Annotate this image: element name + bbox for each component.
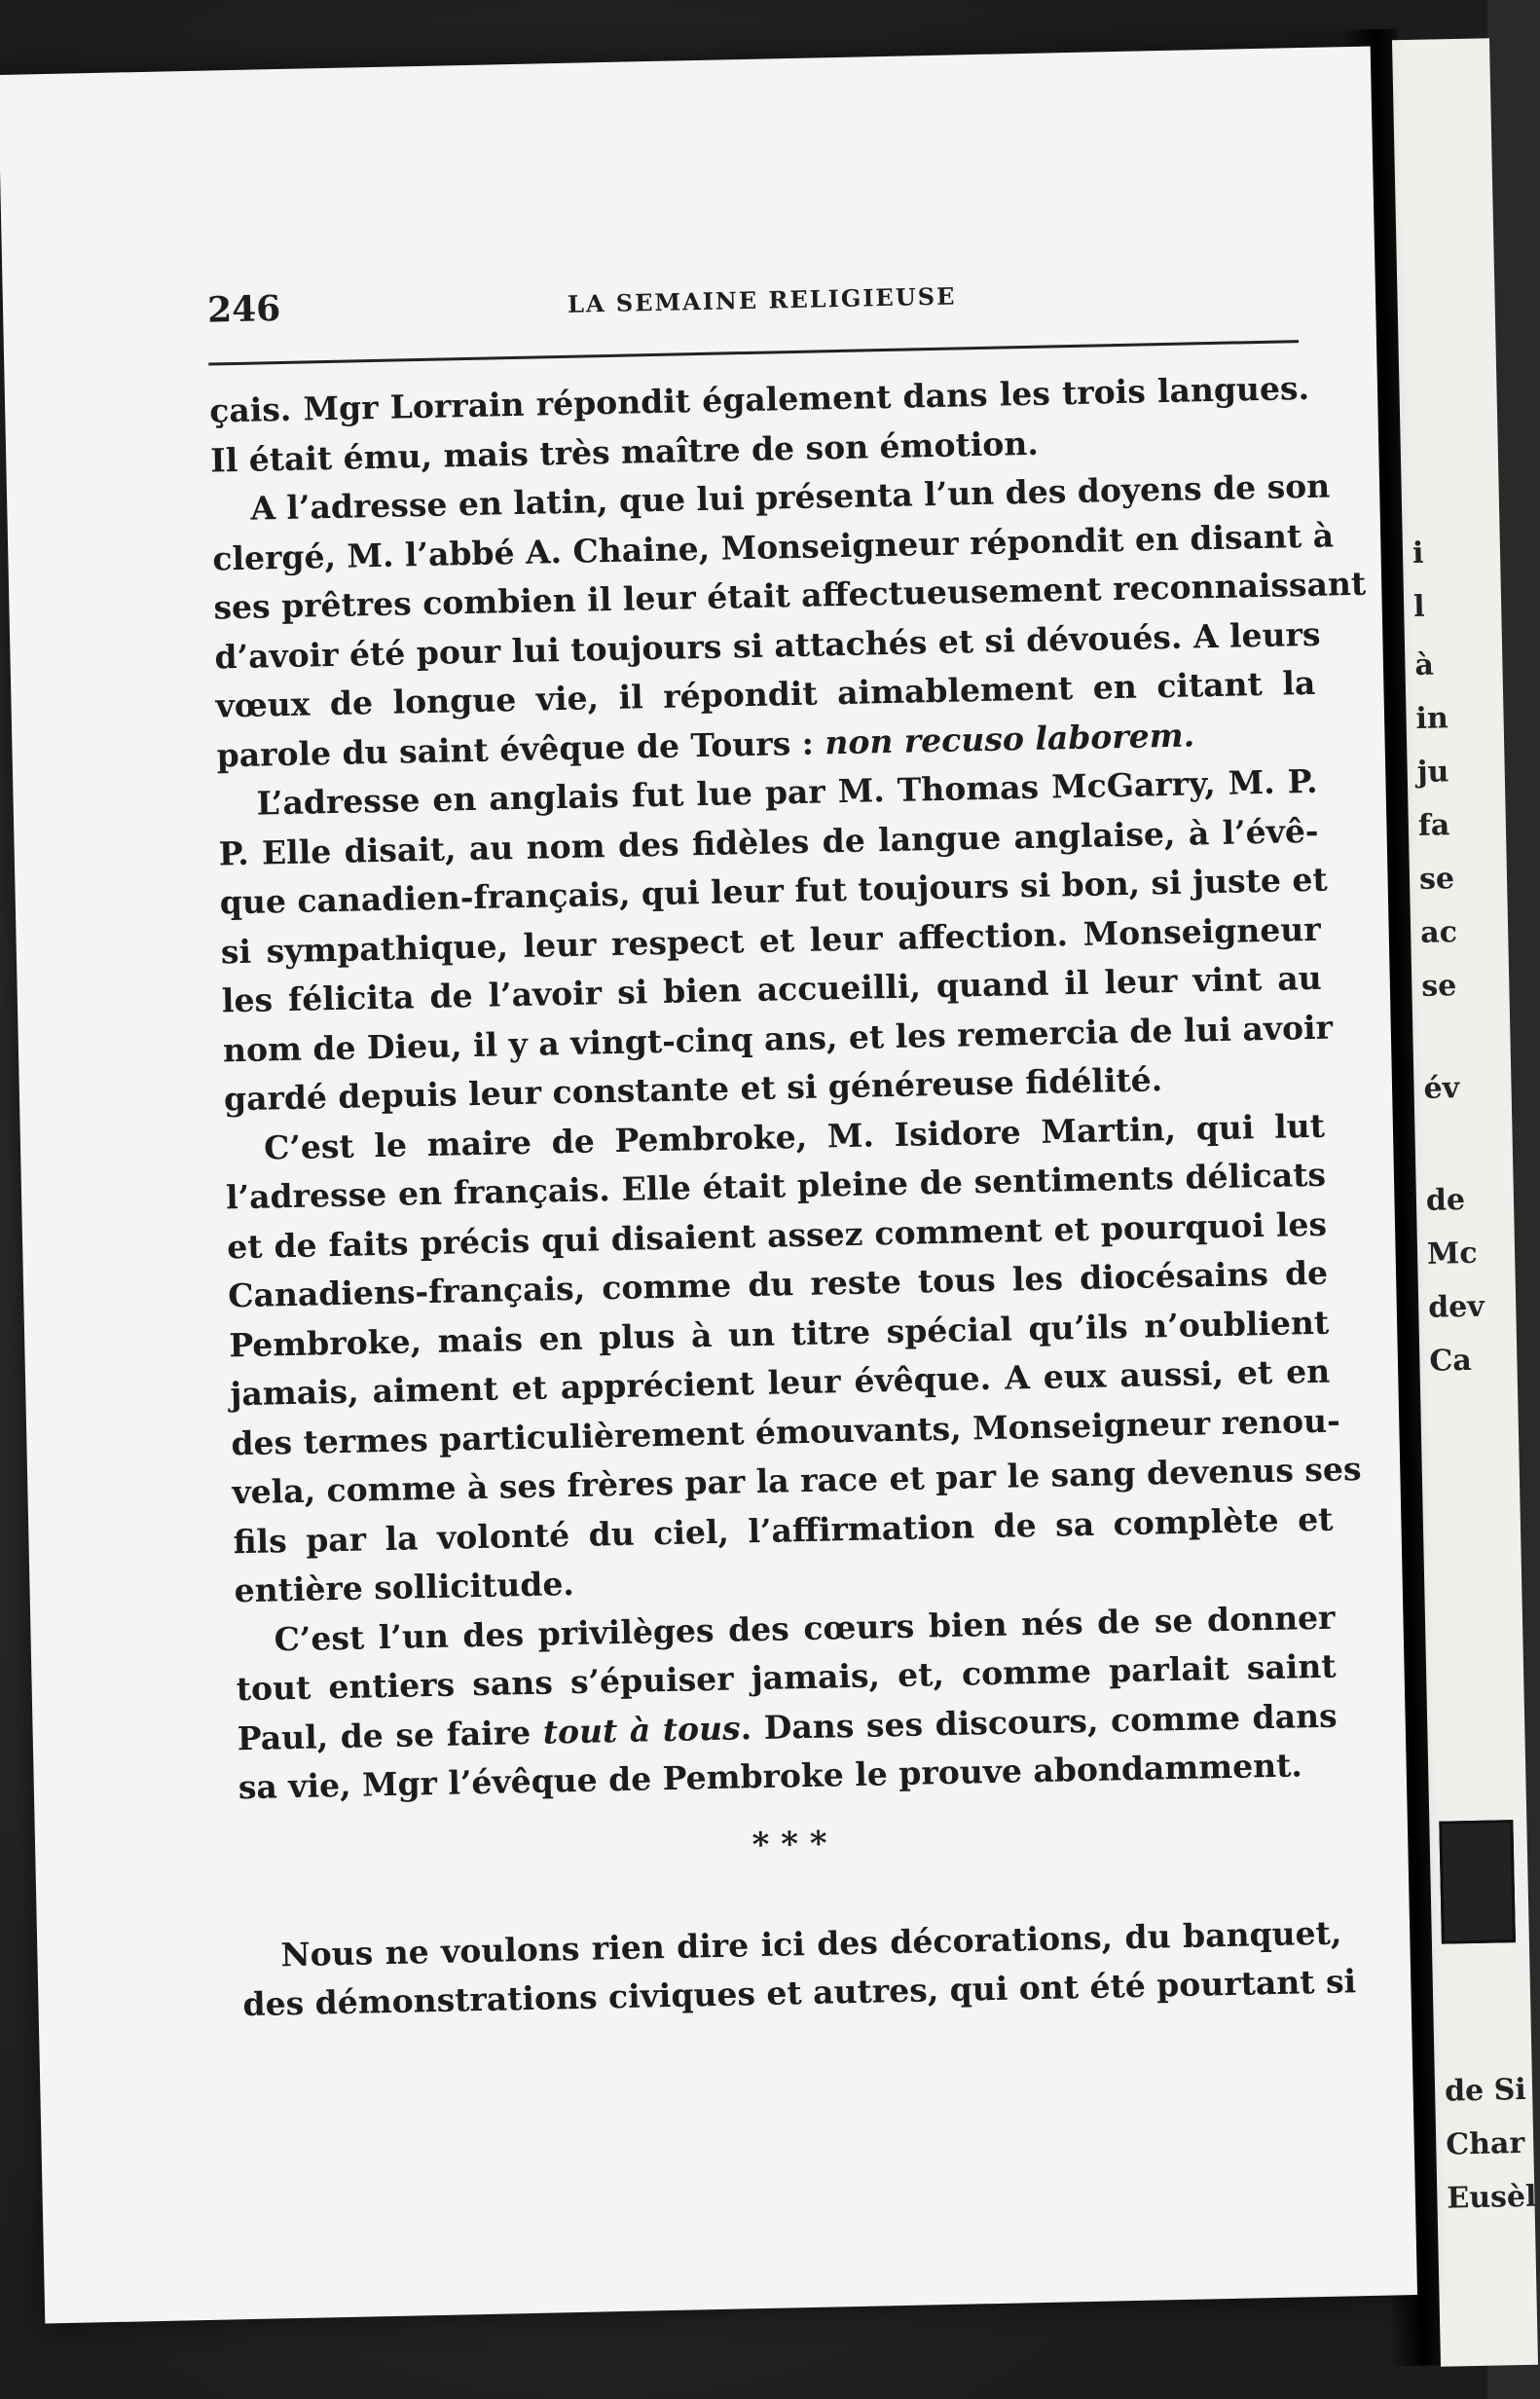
text-span: Paul, de se faire xyxy=(237,1713,544,1757)
text-line: jamais, aiment et apprécient leur évêque. A eux aussi, et en xyxy=(229,1351,1331,1414)
text-line: gardé depuis leur constante et si généreuse fidélité. xyxy=(223,1060,1163,1119)
text-line: les félicita de l’avoir si bien accueilli, quand il leur vint au xyxy=(221,958,1323,1020)
text-span: . Dans ses discours, comme dans xyxy=(740,1696,1338,1747)
text-line: et de faits précis qui disaient assez comment et pourquoi les xyxy=(226,1204,1328,1266)
facing-fragment: fa xyxy=(1417,808,1450,843)
facing-fragment: l xyxy=(1412,589,1425,624)
facing-fragment: de Si xyxy=(1444,2072,1527,2109)
facing-fragment: in xyxy=(1415,701,1449,736)
text-line: L’adresse en anglais fut lue par M. Thomas McGarry, M. P. xyxy=(256,761,1318,823)
text-line: des démonstrations civiques et autres, qui ont été pourtant si xyxy=(242,1962,1357,2024)
facing-fragment: Char xyxy=(1445,2125,1525,2162)
section-ornament: * * * xyxy=(752,1824,828,1864)
text-line: vela, comme à ses frères par la race et par le sang devenus ses xyxy=(232,1450,1362,1512)
facing-fragment: à xyxy=(1414,647,1435,683)
decorative-initial xyxy=(1439,1820,1516,1944)
page-number: 246 xyxy=(206,287,281,331)
text-line: Nous ne voulons rien dire ici des décorations, du banquet, xyxy=(280,1913,1342,1974)
facing-fragment: ac xyxy=(1419,915,1458,950)
running-title: LA SEMAINE RELIGIEUSE xyxy=(567,281,957,318)
text-line: tout entiers sans s’épuiser jamais, et, comme parlait saint xyxy=(236,1646,1337,1709)
text-line: C’est l’un des privilèges des cœurs bien nés de se donner xyxy=(274,1598,1336,1658)
page-body xyxy=(208,364,1367,2030)
facing-fragment: se xyxy=(1418,862,1455,897)
text-line: Pembroke, mais en plus à un titre spécial qu’ils n’oublient xyxy=(228,1303,1330,1364)
text-line: que canadien-français, qui leur fut toujours si bon, si juste et xyxy=(219,860,1329,922)
facing-fragment: dev xyxy=(1427,1289,1485,1325)
facing-fragment: Eusèl xyxy=(1447,2179,1537,2216)
text-line: çais. Mgr Lorrain répondit également dans les trois langues. xyxy=(208,368,1310,430)
text-line: Canadiens-français, comme du reste tous les diocésains de xyxy=(227,1253,1329,1315)
text-line: fils par la volonté du ciel, l’affirmation de sa complète et xyxy=(233,1499,1334,1561)
text-line: d’avoir été pour lui toujours si attachés et si dévoués. A leurs xyxy=(214,614,1321,676)
text-line: ses prêtres combien il leur était affectueusement reconnaissant xyxy=(213,564,1367,627)
text-line: Il était ému, mais très maître de son émotion. xyxy=(209,424,1040,480)
text-line: vœux de longue vie, il répondit aimablement en citant la xyxy=(215,663,1316,725)
text-line: sa vie, Mgr l’évêque de Pembroke le prouve abondamment. xyxy=(238,1746,1303,1807)
facing-fragment: év xyxy=(1423,1071,1460,1106)
facing-fragment: ju xyxy=(1416,755,1449,790)
text-line: si sympathique, leur respect et leur affection. Monseigneur xyxy=(220,909,1322,971)
text-line: entière sollicitude. xyxy=(234,1564,575,1610)
facing-fragment: Ca xyxy=(1429,1343,1473,1379)
facing-fragment: Mc xyxy=(1426,1236,1478,1272)
facing-fragment: se xyxy=(1420,969,1457,1004)
text-line: l’adresse en français. Elle était pleine de sentiments délicats xyxy=(225,1155,1327,1217)
text-line: A l’adresse en latin, que lui présenta l’un des doyens de son xyxy=(249,466,1331,528)
text-line: nom de Dieu, il y a vingt-cinq ans, et les remercia de lui avoir xyxy=(222,1008,1334,1069)
text-line: clergé, M. l’abbé A. Chaine, Monseigneur répondit en disant à xyxy=(212,515,1335,578)
italic-phrase: tout à tous xyxy=(542,1708,742,1752)
text-line: P. Elle disait, au nom des fidèles de langue anglaise, à l’évê- xyxy=(218,811,1319,872)
text-line: des termes particulièrement émouvants, Monseigneur renou- xyxy=(231,1400,1341,1462)
facing-fragment: de xyxy=(1425,1183,1466,1218)
page-header xyxy=(207,267,1299,348)
italic-quote: non recuso laborem. xyxy=(824,715,1195,761)
text-line: C’est le maire de Pembroke, M. Isidore Martin, qui lut xyxy=(263,1106,1326,1167)
book-page xyxy=(0,46,1417,2323)
text-span: parole du saint évêque de Tours : xyxy=(216,722,825,774)
facing-fragment: i xyxy=(1412,535,1424,571)
